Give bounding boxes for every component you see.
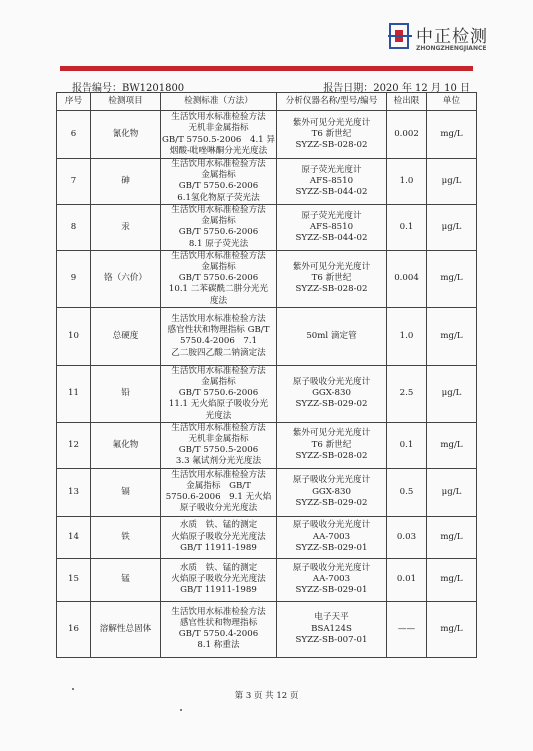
instrument-cell-line: SYZZ-SB-028-02 — [295, 450, 368, 461]
detection-limit-cell: 0.03 — [387, 516, 427, 558]
logo-mark-icon — [388, 22, 412, 52]
instrument-cell-line: GGX-830 — [312, 486, 351, 497]
detection-limit-cell: —— — [387, 601, 427, 657]
standard-method-cell-line: 金属指标 — [201, 216, 236, 227]
standard-method-cell-line: 8.1 称重法 — [197, 640, 240, 651]
standard-method-cell-line: 金属指标 GB/T — [186, 480, 251, 491]
standard-method-cell-line: 光度法 — [205, 410, 232, 421]
detection-limit-cell: 1.0 — [387, 307, 427, 365]
instrument-cell-line: SYZZ-SB-029-02 — [295, 399, 368, 410]
test-item-cell: 汞 — [91, 204, 161, 250]
unit-cell: mg/L — [427, 307, 477, 365]
detection-limit-cell: 0.004 — [387, 250, 427, 307]
standard-method-cell-line: 生活饮用水标准检验方法 — [171, 422, 266, 433]
standard-method-cell-line: 乙二胺四乙酸二钠滴定法 — [171, 347, 266, 358]
test-item-cell: 镉 — [91, 468, 161, 516]
instrument-cell-line: 原子吸收分光光度计 — [292, 475, 371, 486]
standard-method-cell — [161, 250, 277, 307]
table-row — [57, 601, 477, 657]
instrument-cell-line: 原子荧光光度计 — [301, 164, 362, 175]
header-red-bar — [60, 66, 473, 71]
instrument-cell-line: 50ml 滴定管 — [306, 330, 357, 341]
instrument-cell — [277, 365, 387, 422]
standard-method-cell-line: 无机非金属指标 — [188, 434, 249, 445]
row-number-cell: 10 — [57, 307, 91, 365]
standard-method-cell-line: 10.1 二苯碳酰二肼分光光 — [168, 284, 269, 295]
test-item-cell: 锰 — [91, 558, 161, 601]
standard-method-cell-line: 生活饮用水标准检验方法 — [171, 159, 266, 169]
test-item-cell: 铅 — [91, 365, 161, 422]
instrument-cell-line: SYZZ-SB-029-02 — [295, 497, 368, 508]
instrument-cell-line: SYZZ-SB-029-01 — [295, 585, 368, 596]
instrument-cell-line: SYZZ-SB-028-02 — [295, 140, 368, 151]
instrument-cell — [277, 422, 387, 468]
row-number-cell: 6 — [57, 111, 91, 159]
standard-method-cell-line: GB/T 11911-1989 — [180, 542, 257, 553]
table-row — [57, 365, 477, 422]
instrument-cell-line: 紫外可见分光光度计 — [292, 428, 371, 439]
test-item-cell: 铁 — [91, 516, 161, 558]
instrument-cell — [277, 516, 387, 558]
unit-cell: mg/L — [427, 250, 477, 307]
table-row — [57, 516, 477, 558]
page-number: 第 3 页 共 12 页 — [234, 691, 299, 701]
instrument-cell-line: 原子吸收分光光度计 — [292, 520, 371, 531]
instrument-cell — [277, 468, 387, 516]
column-header: 检测项目 — [91, 93, 161, 111]
standard-method-cell-line: GB/T 5750.6-2006 — [178, 388, 259, 399]
standard-method-cell-line: 5750.6-2006 9.1 无火焰 — [165, 492, 272, 503]
standard-method-cell-line: 8.1 原子荧光法 — [188, 238, 249, 249]
standard-method-cell — [161, 558, 277, 601]
standard-method-cell-line: 感官性状和物理指标 GB/T — [167, 325, 270, 336]
detection-limit-cell: 1.0 — [387, 159, 427, 205]
standard-method-cell-line: 原子吸收分光光度法 — [179, 503, 258, 514]
column-header: 单位 — [427, 93, 477, 111]
unit-cell: mg/L — [427, 516, 477, 558]
instrument-cell — [277, 204, 387, 250]
standard-method-cell-line: 生活饮用水标准检验方法 — [171, 250, 266, 261]
test-item-cell: 氟化物 — [91, 422, 161, 468]
standard-method-cell-line: 3.3 氟试剂分光光度法 — [175, 456, 262, 467]
standard-method-cell-line: GB/T 5750.6-2006 — [178, 181, 259, 192]
detection-limit-cell: 2.5 — [387, 365, 427, 422]
standard-method-cell-line: 水质 铁、锰的测定 — [179, 520, 258, 531]
report-number: 报告编号：BW1201800 — [72, 83, 185, 94]
standard-method-cell-line: 生活饮用水标准检验方法 — [171, 313, 266, 324]
instrument-cell-line: 紫外可见分光光度计 — [292, 117, 371, 128]
instrument-cell-line: AFS-8510 — [309, 175, 354, 186]
unit-cell: μg/L — [427, 204, 477, 250]
instrument-cell-line: 紫外可见分光光度计 — [292, 262, 371, 273]
standard-method-cell — [161, 468, 277, 516]
column-header: 检测标准（方法） — [161, 93, 277, 111]
standard-method-cell-line: 6.1氢化物原子荧光法 — [177, 192, 260, 203]
unit-cell: mg/L — [427, 422, 477, 468]
standard-method-cell-line: 无机非金属指标 — [188, 123, 249, 134]
standard-method-cell-line: 感官性状和物理指标 — [179, 617, 258, 628]
standard-method-cell-line: 烟酸-吡唑啉酮分光光度法 — [169, 145, 268, 156]
table-row — [57, 111, 477, 159]
instrument-cell — [277, 250, 387, 307]
instrument-cell-line: AA-7003 — [312, 531, 351, 542]
table-row — [57, 422, 477, 468]
detection-limit-cell: 0.5 — [387, 468, 427, 516]
instrument-cell-line: T6 新世纪 — [311, 439, 352, 450]
row-number-cell: 12 — [57, 422, 91, 468]
standard-method-cell-line: 金属指标 — [201, 262, 236, 273]
standard-method-cell-line: 金属指标 — [201, 170, 236, 181]
detection-limit-cell: 0.002 — [387, 111, 427, 159]
unit-cell: mg/L — [427, 558, 477, 601]
standard-method-cell-line: 火焰原子吸收分光光度法 — [171, 531, 266, 542]
instrument-cell-line: AFS-8510 — [309, 221, 354, 232]
instrument-cell-line: SYZZ-SB-044-02 — [295, 187, 368, 197]
standard-method-cell-line: GB/T 5750.5-2006 4.1 异 — [162, 134, 275, 145]
instrument-cell — [277, 558, 387, 601]
test-item-cell: 砷 — [91, 159, 161, 205]
standard-method-cell-line: GB/T 5750.6-2006 — [178, 273, 259, 284]
instrument-cell-line: GGX-830 — [312, 388, 351, 399]
company-logo — [388, 22, 513, 58]
instrument-cell-line: BSA124S — [311, 623, 352, 634]
detection-limit-cell: 0.1 — [387, 204, 427, 250]
instrument-cell — [277, 159, 387, 205]
standard-method-cell — [161, 159, 277, 205]
instrument-cell-line: 电子天平 — [314, 612, 349, 623]
instrument-cell-line: 原子吸收分光光度计 — [292, 377, 371, 388]
standard-method-cell-line: 生活饮用水标准检验方法 — [171, 204, 266, 215]
column-header: 分析仪器名称/型号/编号 — [277, 93, 387, 111]
standard-method-cell-line: 金属指标 — [201, 377, 236, 388]
logo-en-text: ZHONGZHENGJIANCE — [416, 45, 487, 52]
standard-method-cell-line: 生活饮用水标准检验方法 — [171, 112, 266, 123]
row-number-cell: 11 — [57, 365, 91, 422]
unit-cell: μg/L — [427, 159, 477, 205]
detection-limit-cell: 0.01 — [387, 558, 427, 601]
scan-speck — [180, 709, 182, 711]
instrument-cell-line: AA-7003 — [312, 574, 351, 585]
row-number-cell: 14 — [57, 516, 91, 558]
instrument-cell-line: SYZZ-SB-044-02 — [295, 232, 368, 243]
standard-method-cell-line: 11.1 无火焰原子吸收分光 — [168, 399, 269, 410]
unit-cell: μg/L — [427, 365, 477, 422]
instrument-cell-line: SYZZ-SB-007-01 — [295, 634, 368, 645]
table-row — [57, 159, 477, 205]
row-number-cell: 13 — [57, 468, 91, 516]
table-row — [57, 307, 477, 365]
instrument-cell — [277, 307, 387, 365]
standard-method-cell-line: 生活饮用水标准检验方法 — [171, 469, 266, 480]
table-row — [57, 558, 477, 601]
row-number-cell: 16 — [57, 601, 91, 657]
row-number-cell: 9 — [57, 250, 91, 307]
test-item-cell: 总硬度 — [91, 307, 161, 365]
instrument-cell-line: T6 新世纪 — [311, 128, 352, 139]
standard-method-cell-line: GB/T 5750.4-2006 — [178, 629, 259, 640]
row-number-cell: 15 — [57, 558, 91, 601]
standard-method-cell-line: 水质 铁、锰的测定 — [179, 562, 258, 573]
table-row — [57, 204, 477, 250]
standard-method-cell-line: 度法 — [209, 295, 228, 306]
report-date: 报告日期：2020 年 12 月 10 日 — [323, 83, 470, 94]
standard-method-cell-line: 生活饮用水标准检验方法 — [171, 606, 266, 617]
detection-limit-cell: 0.1 — [387, 422, 427, 468]
instrument-cell-line: SYZZ-SB-028-02 — [295, 284, 368, 295]
standard-method-cell-line: GB/T 5750.6-2006 — [178, 227, 259, 238]
instrument-cell — [277, 111, 387, 159]
standard-method-cell-line: 5750.4-2006 7.1 — [179, 336, 258, 347]
test-item-cell: 氰化物 — [91, 111, 161, 159]
test-item-cell: 溶解性总固体 — [91, 601, 161, 657]
unit-cell: μg/L — [427, 468, 477, 516]
unit-cell: mg/L — [427, 111, 477, 159]
column-header: 序号 — [57, 93, 91, 111]
row-number-cell: 7 — [57, 159, 91, 205]
standard-method-cell-line: GB/T 11911-1989 — [180, 585, 257, 596]
test-item-cell: 铬（六价） — [91, 250, 161, 307]
instrument-cell-line: 原子吸收分光光度计 — [292, 562, 371, 573]
standard-method-cell — [161, 111, 277, 159]
instrument-cell-line: SYZZ-SB-029-01 — [295, 542, 368, 553]
table-row — [57, 250, 477, 307]
instrument-cell — [277, 601, 387, 657]
standard-method-cell — [161, 365, 277, 422]
row-number-cell: 8 — [57, 204, 91, 250]
instrument-cell-line: 原子荧光光度计 — [301, 210, 362, 221]
table-header-row — [57, 93, 477, 111]
scan-speck — [72, 688, 74, 690]
column-header: 检出限 — [387, 93, 427, 111]
standard-method-cell-line: 火焰原子吸收分光光度法 — [171, 574, 266, 585]
logo-text: 中正检测 — [416, 27, 488, 47]
table-row — [57, 468, 477, 516]
standard-method-cell — [161, 601, 277, 657]
standard-method-cell — [161, 204, 277, 250]
standard-method-cell — [161, 307, 277, 365]
test-method-table — [56, 92, 477, 658]
unit-cell: mg/L — [427, 601, 477, 657]
instrument-cell-line: T6 新世纪 — [311, 273, 352, 284]
standard-method-cell — [161, 422, 277, 468]
standard-method-cell-line: GB/T 5750.5-2006 — [178, 445, 259, 456]
standard-method-cell-line: 生活饮用水标准检验方法 — [171, 365, 266, 376]
standard-method-cell — [161, 516, 277, 558]
